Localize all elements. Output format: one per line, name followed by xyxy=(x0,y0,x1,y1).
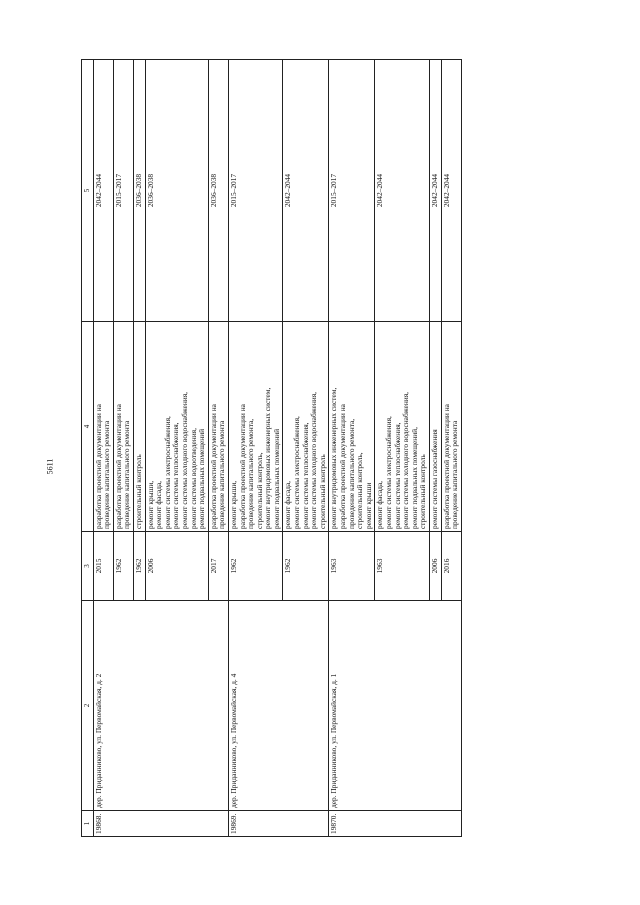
work-item: ремонт крыши, xyxy=(145,480,155,529)
entry-address: дер. Приданниково, ул. Первомайская, д. 2 xyxy=(93,601,228,811)
work-item: разработка проектной документации на xyxy=(441,404,451,529)
work-item: проведение капитального ремонта, xyxy=(246,418,256,529)
row-year: 1962 xyxy=(133,532,145,601)
work-item: строительный контроль xyxy=(317,454,327,529)
work-item: ремонт системы холодного водоснабжения, xyxy=(179,392,189,529)
work-item: строительный контроль xyxy=(133,454,143,529)
work-item: строительный контроль, xyxy=(254,452,264,529)
row-works xyxy=(228,322,283,532)
row-year: 1962 xyxy=(283,532,329,601)
work-item: ремонт внутридомовых инженерных систем, xyxy=(329,387,339,529)
row-period: 2015–2017 xyxy=(228,60,283,322)
row-period: 2036–2038 xyxy=(208,60,228,322)
work-item: ремонт системы газоснабжения xyxy=(429,429,439,529)
work-item: разработка проектной документации на xyxy=(93,404,103,529)
table-row xyxy=(93,60,113,837)
page-number: 5611 xyxy=(45,458,55,475)
row-works xyxy=(441,322,461,532)
repair-schedule-table xyxy=(81,59,462,837)
work-item: ремонт системы теплоснабжения, xyxy=(392,422,402,529)
work-item: ремонт системы водоотведения, xyxy=(188,428,198,529)
work-item: ремонт системы электроснабжения, xyxy=(292,416,302,529)
work-item: ремонт подвальных помещений xyxy=(271,428,281,529)
work-item: ремонт крыши xyxy=(363,482,373,529)
entry-address: дер. Приданниково, ул. Первомайская, д. 1 xyxy=(329,601,461,811)
work-item: разработка проектной документации на xyxy=(237,404,247,529)
work-item: ремонт внутридомовых инженерных систем, xyxy=(263,387,273,529)
row-year: 1963 xyxy=(375,532,430,601)
work-item: ремонт системы теплоснабжения, xyxy=(171,422,181,529)
table-row xyxy=(329,60,375,837)
row-period: 2015–2017 xyxy=(113,60,133,322)
row-works xyxy=(145,322,208,532)
work-item: строительный контроль, xyxy=(355,452,365,529)
work-item: проведение капитального ремонта xyxy=(102,420,112,529)
work-item: строительный контроль xyxy=(418,454,428,529)
row-period: 2036–2038 xyxy=(133,60,145,322)
row-period: 2042–2044 xyxy=(429,60,441,322)
row-year: 2016 xyxy=(441,532,461,601)
work-item: проведение капитального ремонта, xyxy=(346,418,356,529)
work-item: разработка проектной документации на xyxy=(113,404,123,529)
row-year: 2006 xyxy=(145,532,208,601)
work-item: ремонт системы электроснабжения, xyxy=(162,416,172,529)
row-works xyxy=(133,322,145,532)
work-item: ремонт фасада, xyxy=(283,481,293,529)
row-period: 2036–2038 xyxy=(145,60,208,322)
work-item: ремонт системы холодного водоснабжения, xyxy=(401,392,411,529)
entry-id: 19870. xyxy=(329,811,461,837)
table-body xyxy=(93,60,461,837)
work-item: ремонт подвальных помещений, xyxy=(409,427,419,529)
header-col-2: 2 xyxy=(82,601,94,811)
work-item: разработка проектной документации на xyxy=(338,404,348,529)
table-row xyxy=(228,60,283,837)
row-year: 2017 xyxy=(208,532,228,601)
row-period: 2042–2044 xyxy=(441,60,461,322)
row-period: 2042–2044 xyxy=(283,60,329,322)
header-col-1: 1 xyxy=(82,811,94,837)
row-period: 2042–2044 xyxy=(375,60,430,322)
row-period: 2015–2017 xyxy=(329,60,375,322)
work-item: ремонт системы холодного водоснабжения, xyxy=(309,392,319,529)
work-item: ремонт системы электроснабжения, xyxy=(384,416,393,529)
rotated-table-sheet xyxy=(81,85,551,837)
work-item: разработка проектной документации на xyxy=(208,404,218,529)
row-works xyxy=(208,322,228,532)
row-works xyxy=(375,322,430,532)
row-year: 1962 xyxy=(113,532,133,601)
header-col-5: 5 xyxy=(82,60,94,322)
work-item: проведение капитального ремонта xyxy=(122,420,132,529)
row-works xyxy=(429,322,441,532)
entry-id: 19869. xyxy=(228,811,329,837)
work-item: ремонт фасада, xyxy=(375,481,385,529)
work-item: ремонт системы теплоснабжения, xyxy=(300,422,310,529)
work-item: ремонт фасада, xyxy=(154,481,164,529)
row-year: 1963 xyxy=(329,532,375,601)
row-works xyxy=(283,322,329,532)
work-item: проведение капитального ремонта xyxy=(217,420,227,529)
row-works xyxy=(93,322,113,532)
entry-id: 19868. xyxy=(93,811,228,837)
entry-address: дер. Приданниково, ул. Первомайская, д. 4 xyxy=(228,601,329,811)
row-year: 2015 xyxy=(93,532,113,601)
work-item: проведение капитального ремонта xyxy=(450,420,460,529)
header-col-3: 3 xyxy=(82,532,94,601)
row-period: 2042–2044 xyxy=(93,60,113,322)
work-item: ремонт крыши, xyxy=(228,480,238,529)
header-col-4: 4 xyxy=(82,322,94,532)
row-works xyxy=(113,322,133,532)
header-row xyxy=(82,60,94,837)
row-year: 1962 xyxy=(228,532,283,601)
row-works xyxy=(329,322,375,532)
work-item: ремонт подвальных помещений xyxy=(197,428,207,529)
row-year: 2006 xyxy=(429,532,441,601)
